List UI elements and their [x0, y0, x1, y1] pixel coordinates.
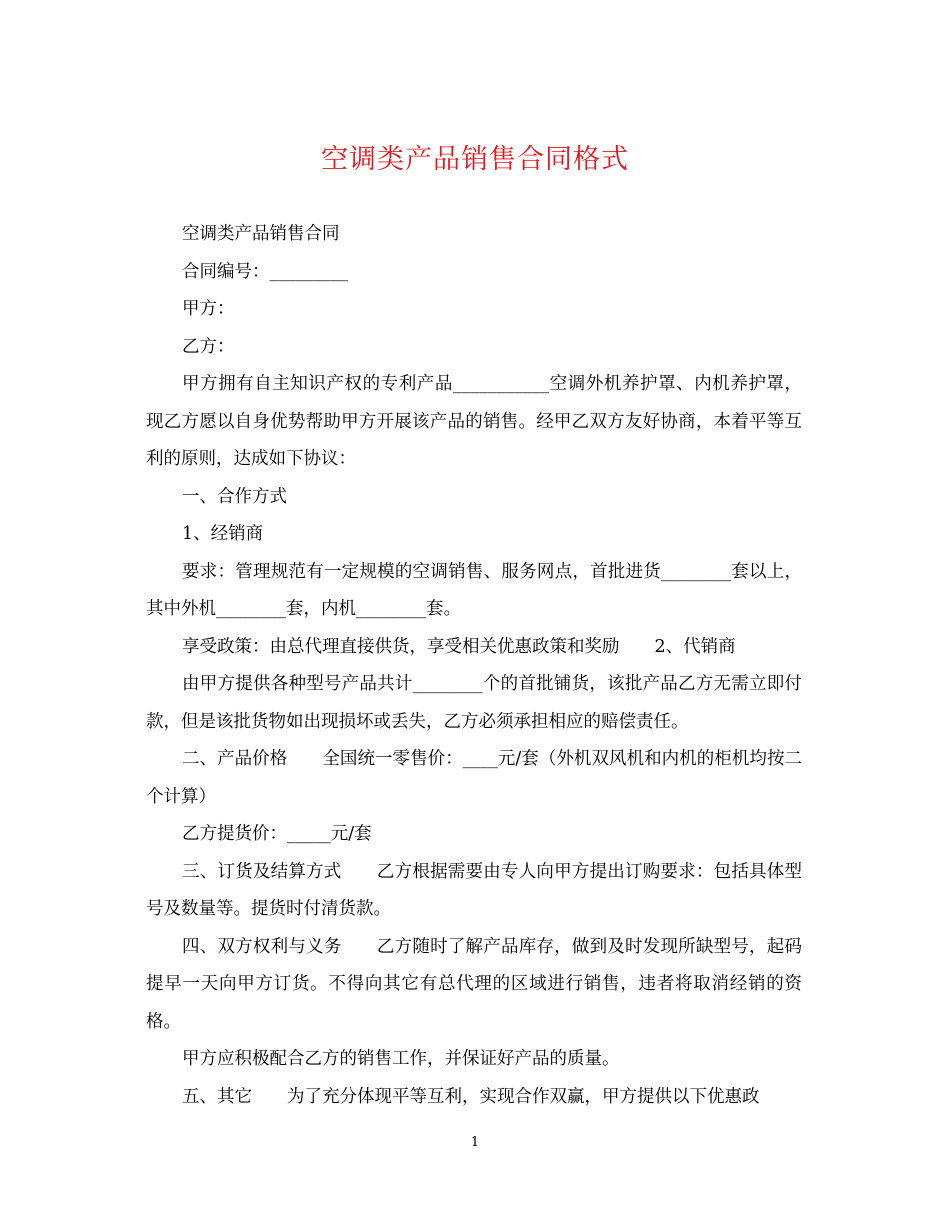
pickup-price: 乙方提货价：_____元/套: [182, 824, 372, 844]
party-b: 乙方：: [182, 336, 235, 357]
section-other: 五、其它 为了充分体现平等互利，实现合作双赢，甲方提供以下优惠政: [182, 1086, 760, 1107]
party-a: 甲方：: [182, 299, 235, 319]
consignment-terms: 由甲方提供各种型号产品共计________个的首批铺货，该批产品乙方无需立即付款，但是该批货物如出现损坏或丢失，乙方必须承担相应的赔偿责任。: [146, 674, 802, 732]
contract-heading: 空调类产品销售合同: [182, 224, 340, 244]
section-cooperation: 一、合作方式: [182, 486, 287, 507]
preamble-paragraph: 甲方拥有自主知识产权的专利产品___________空调外机养护罩、内机养护罩，现乙方愿以自身优势帮助甲方开展该产品的销售。经甲乙双方友好协商，本着平等互利的原则，达成如下协议：: [146, 374, 802, 469]
section-rights-obligations: 四、双方权利与义务 乙方随时了解产品库存，做到及时发现所缺型号，起码提早一天向甲方订货。不得向其它有总代理的区域进行销售，违者将取消经销的资格。: [146, 936, 802, 1032]
document-body: [146, 216, 802, 1116]
document-title: 空调类产品销售合同格式: [321, 144, 629, 175]
party-a-obligation: 甲方应积极配合乙方的销售工作，并保证好产品的质量。: [182, 1049, 620, 1069]
section-pricing: 二、产品价格 全国统一零售价：____元/套（外机双风机和内机的柜机均按二个计算）: [146, 749, 802, 807]
distributor-policy: 享受政策：由总代理直接供货，享受相关优惠政策和奖励 2、代销商: [182, 636, 736, 657]
subsection-distributor: 1、经销商: [182, 524, 264, 544]
distributor-requirements: 要求：管理规范有一定规模的空调销售、服务网点，首批进货________套以上，其中外机________套，内机________套。: [146, 561, 802, 619]
section-ordering: 三、订货及结算方式 乙方根据需要由专人向甲方提出订购要求：包括具体型号及数量等。提货时付清货款。: [146, 861, 802, 919]
contract-number: 合同编号：_________: [182, 261, 349, 282]
page-number: 1: [470, 1135, 480, 1150]
